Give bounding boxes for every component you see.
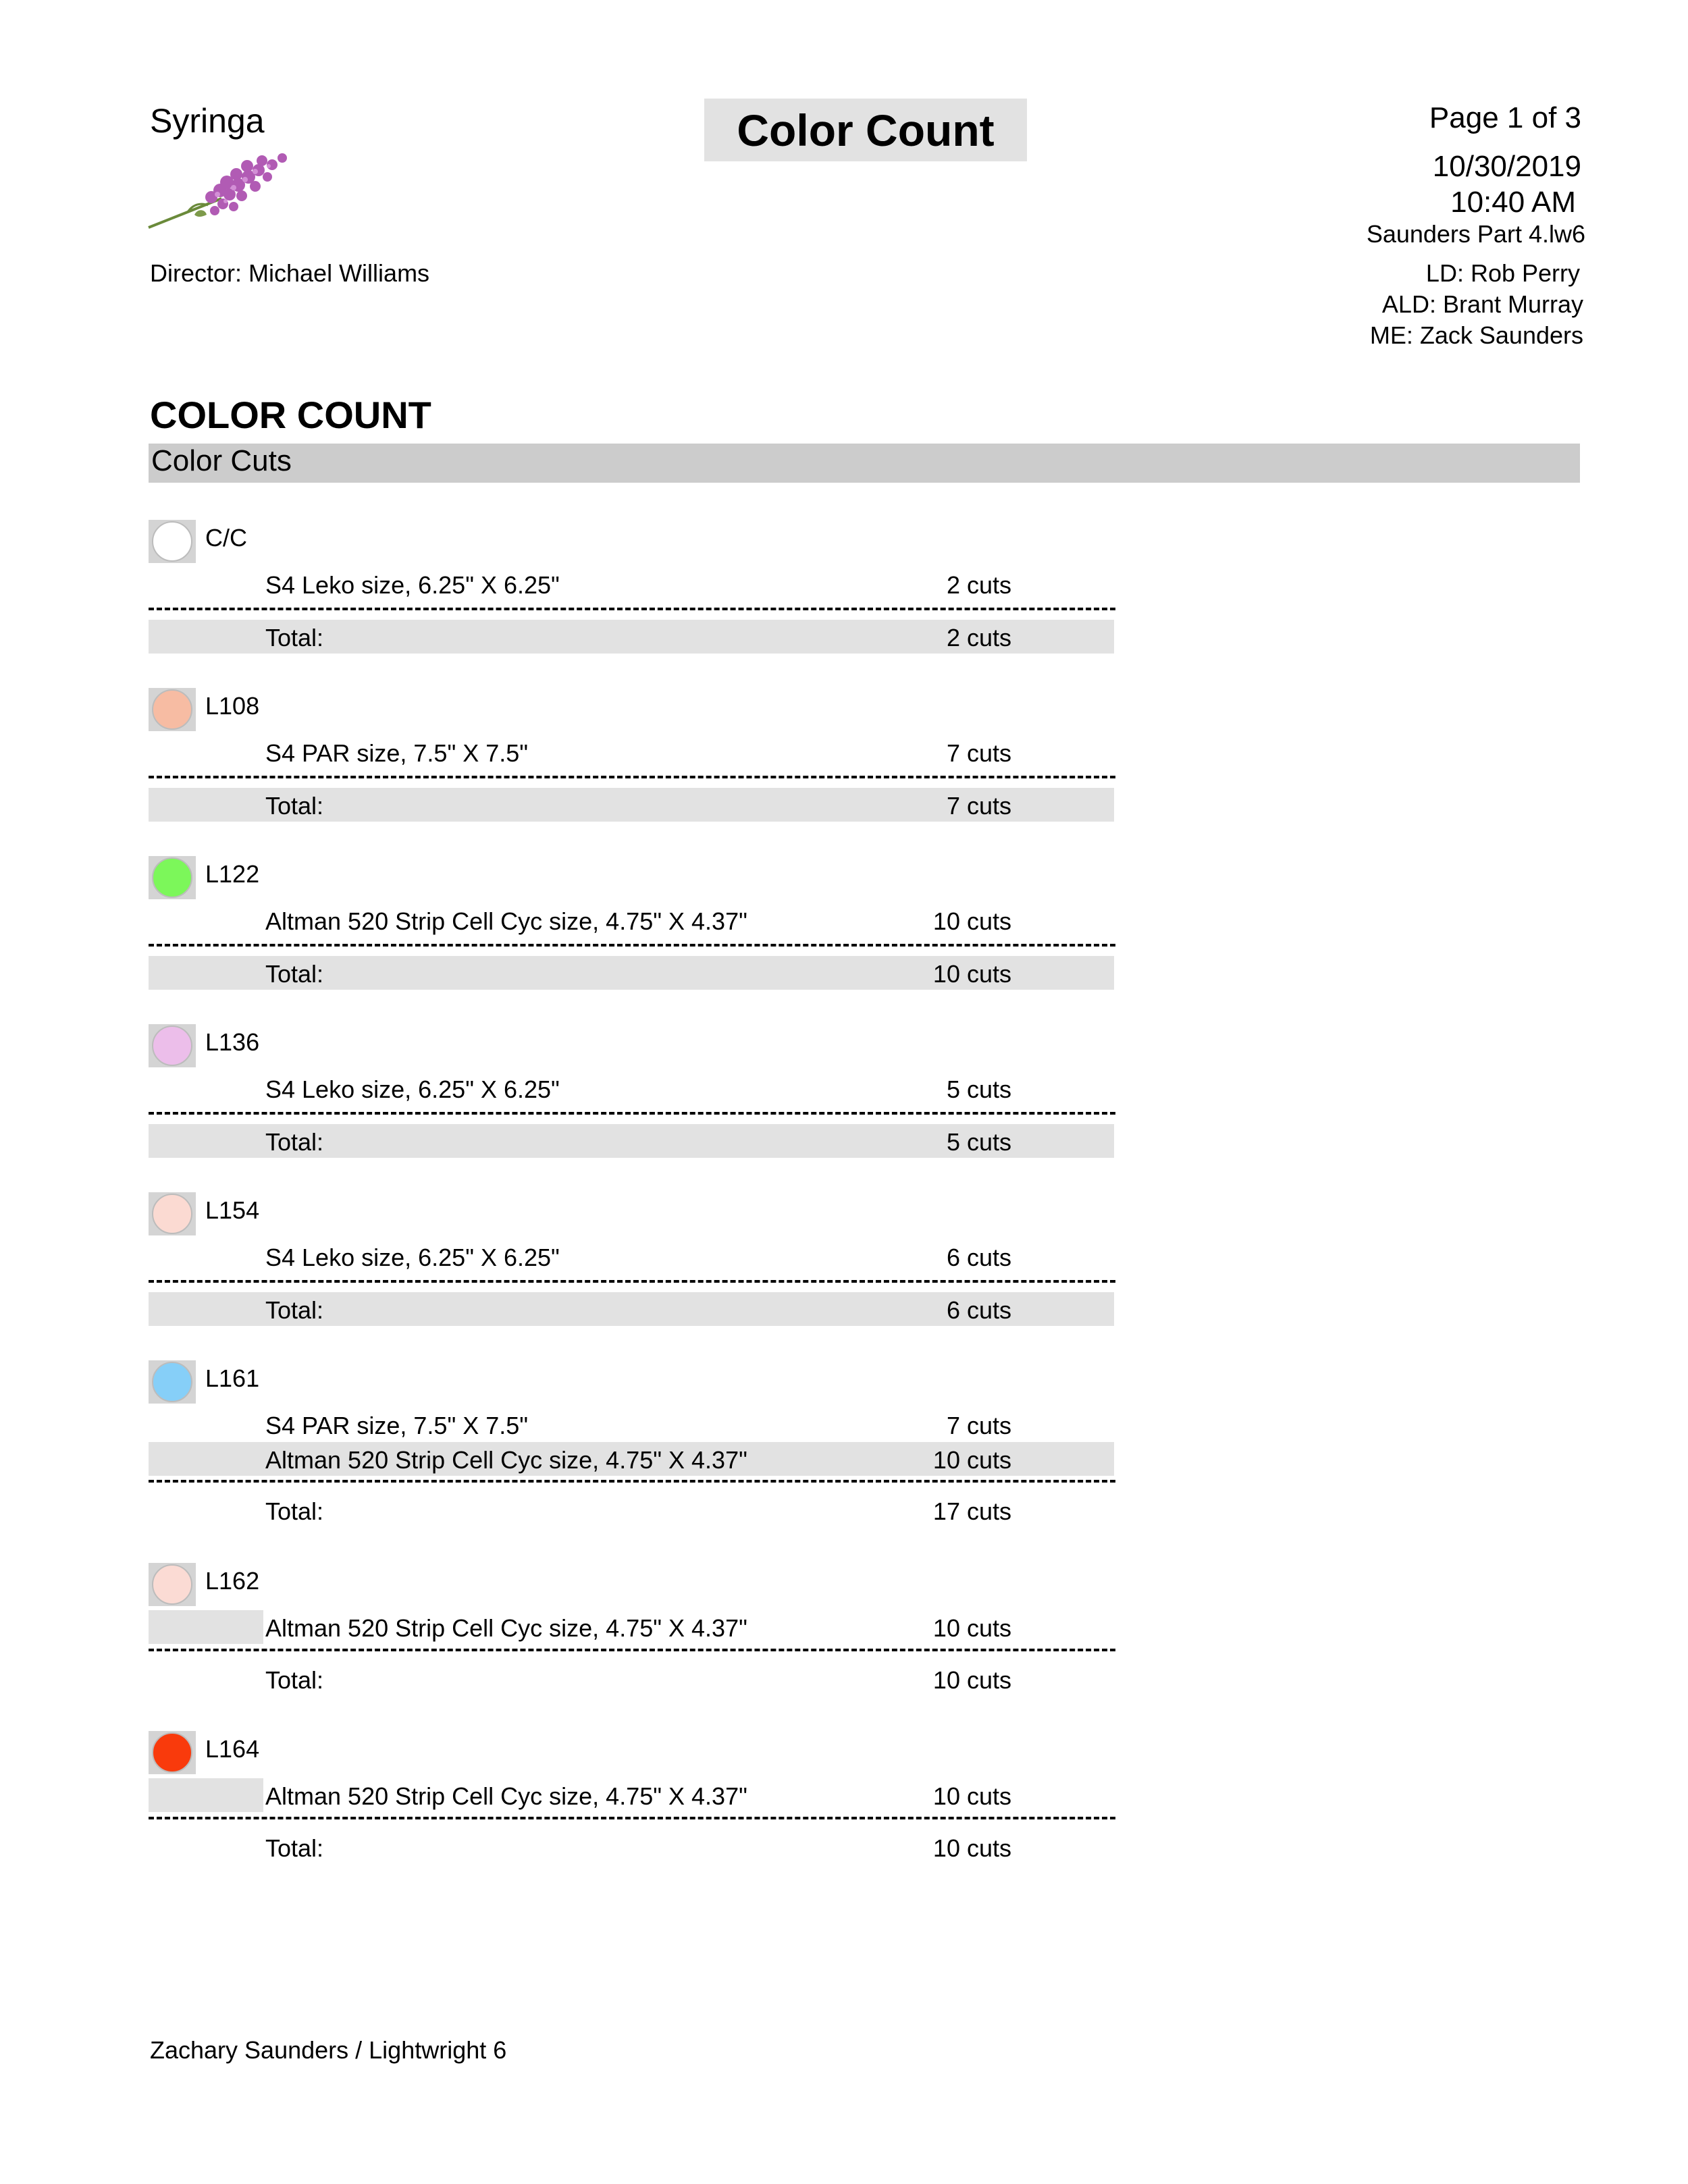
page-number: Page 1 of 3 <box>1429 101 1581 134</box>
dashed-separator <box>149 1280 1115 1283</box>
swatch-circle <box>152 1732 192 1773</box>
dashed-separator <box>149 608 1115 610</box>
show-title: Syringa <box>150 102 265 140</box>
total-count: 17 cuts <box>932 1497 1011 1525</box>
total-label: Total: <box>265 1296 324 1324</box>
total-count: 10 cuts <box>932 960 1011 988</box>
color-swatch <box>149 520 196 563</box>
total-label: Total: <box>265 792 324 820</box>
swatch-circle <box>152 1362 192 1402</box>
color-name: L122 <box>205 860 260 888</box>
total-label: Total: <box>265 1497 324 1525</box>
master-electrician: ME: Zack Saunders <box>1369 321 1583 349</box>
total-label: Total: <box>265 1666 324 1694</box>
cut-description: Altman 520 Strip Cell Cyc size, 4.75" X 4.37" <box>265 907 747 935</box>
total-row <box>149 1830 1114 1864</box>
cut-row <box>149 567 1114 601</box>
total-row <box>149 1124 1114 1158</box>
report-time: 10:40 AM <box>1450 186 1576 219</box>
total-label: Total: <box>265 624 324 651</box>
cut-count: 10 cuts <box>932 907 1011 935</box>
color-name: L108 <box>205 692 260 720</box>
color-name: L162 <box>205 1567 260 1595</box>
total-row <box>149 1292 1114 1326</box>
row-shade <box>149 1778 263 1812</box>
cut-row <box>149 903 1114 937</box>
assistant-lighting-designer: ALD: Brant Murray <box>1381 290 1583 318</box>
cut-count: 7 cuts <box>946 1412 1011 1439</box>
cut-count: 10 cuts <box>932 1782 1011 1810</box>
director-label: Director: Michael Williams <box>150 259 430 287</box>
cut-description: Altman 520 Strip Cell Cyc size, 4.75" X 4.37" <box>265 1446 747 1474</box>
cut-count: 5 cuts <box>946 1075 1011 1103</box>
dashed-separator <box>149 1480 1115 1483</box>
total-row <box>149 620 1114 654</box>
cut-count: 2 cuts <box>946 571 1011 599</box>
color-swatch <box>149 688 196 731</box>
document-title: Color Count <box>704 99 1027 161</box>
cut-row <box>149 735 1114 769</box>
swatch-circle <box>152 1026 192 1066</box>
total-count: 2 cuts <box>946 624 1011 651</box>
total-row <box>149 1493 1114 1527</box>
row-shade <box>149 1610 263 1644</box>
total-count: 5 cuts <box>946 1128 1011 1156</box>
cut-description: S4 PAR size, 7.5" X 7.5" <box>265 1412 529 1439</box>
cut-description: S4 Leko size, 6.25" X 6.25" <box>265 571 560 599</box>
dashed-separator <box>149 1649 1115 1651</box>
total-row <box>149 1662 1114 1696</box>
swatch-circle <box>152 857 192 898</box>
cut-description: S4 Leko size, 6.25" X 6.25" <box>265 1075 560 1103</box>
cut-description: S4 Leko size, 6.25" X 6.25" <box>265 1244 560 1271</box>
color-name: L154 <box>205 1196 260 1224</box>
dashed-separator <box>149 776 1115 778</box>
color-swatch <box>149 1192 196 1235</box>
footer-credit: Zachary Saunders / Lightwright 6 <box>150 2036 507 2064</box>
file-name: Saunders Part 4.lw6 <box>1366 220 1585 248</box>
cut-row <box>149 1408 1114 1441</box>
color-name: L164 <box>205 1735 260 1763</box>
report-date: 10/30/2019 <box>1432 150 1581 183</box>
cut-description: Altman 520 Strip Cell Cyc size, 4.75" X 4.37" <box>265 1782 747 1810</box>
color-swatch <box>149 856 196 899</box>
swatch-circle <box>152 689 192 730</box>
dashed-separator <box>149 944 1115 947</box>
color-swatch <box>149 1024 196 1067</box>
cut-row <box>149 1240 1114 1273</box>
total-label: Total: <box>265 960 324 988</box>
total-label: Total: <box>265 1834 324 1862</box>
cut-row <box>149 1610 1114 1644</box>
cut-description: S4 PAR size, 7.5" X 7.5" <box>265 739 529 767</box>
total-count: 10 cuts <box>932 1834 1011 1862</box>
total-count: 7 cuts <box>946 792 1011 820</box>
color-name: L136 <box>205 1028 260 1056</box>
swatch-circle <box>152 1564 192 1605</box>
cut-count: 10 cuts <box>932 1446 1011 1474</box>
cut-count: 7 cuts <box>946 739 1011 767</box>
dashed-separator <box>149 1817 1115 1819</box>
total-row <box>149 956 1114 990</box>
cut-description: Altman 520 Strip Cell Cyc size, 4.75" X 4.37" <box>265 1614 747 1642</box>
total-row <box>149 788 1114 822</box>
swatch-circle <box>152 1194 192 1234</box>
section-title: COLOR COUNT <box>150 394 431 436</box>
dashed-separator <box>149 1112 1115 1115</box>
cut-count: 6 cuts <box>946 1244 1011 1271</box>
section-subtitle: Color Cuts <box>151 444 292 477</box>
color-swatch <box>149 1563 196 1606</box>
total-label: Total: <box>265 1128 324 1156</box>
total-count: 10 cuts <box>932 1666 1011 1694</box>
cut-row <box>149 1442 1114 1476</box>
color-name: L161 <box>205 1364 260 1392</box>
total-count: 6 cuts <box>946 1296 1011 1324</box>
color-swatch <box>149 1360 196 1404</box>
swatch-circle <box>152 521 192 562</box>
color-swatch <box>149 1731 196 1774</box>
lighting-designer: LD: Rob Perry <box>1425 259 1580 287</box>
color-name: C/C <box>205 524 247 552</box>
cut-row <box>149 1071 1114 1105</box>
cut-count: 10 cuts <box>932 1614 1011 1642</box>
cut-row <box>149 1778 1114 1812</box>
